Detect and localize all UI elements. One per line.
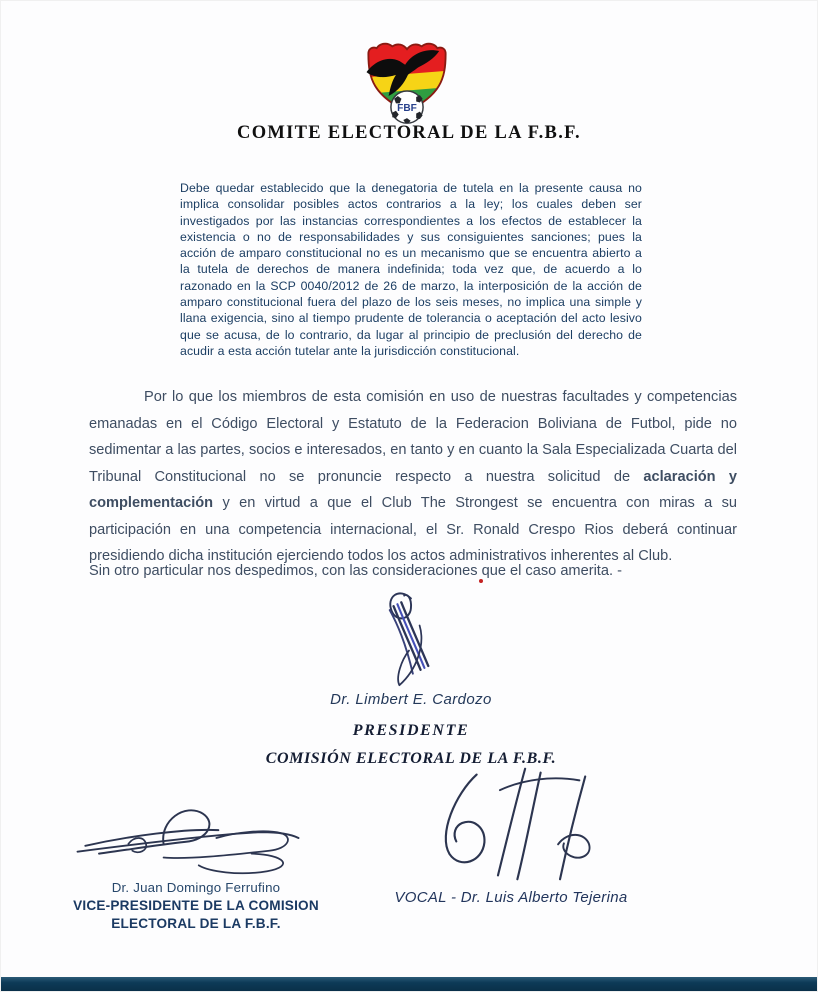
vice-president-name: Dr. Juan Domingo Ferrufino xyxy=(111,880,281,895)
vice-president-role-line1: VICE-PRESIDENTE DE LA COMISION xyxy=(73,898,319,913)
president-commission: COMISIÓN ELECTORAL DE LA F.B.F. xyxy=(265,750,557,767)
fbf-crest-icon xyxy=(361,39,453,131)
vocal-signature xyxy=(413,761,645,892)
vocal-name: VOCAL - Dr. Luis Alberto Tejerina xyxy=(394,889,628,906)
fbf-crest-logo xyxy=(361,39,453,131)
legal-quote-paragraph: Debe quedar establecido que la denegatoria de tutela en la presente causa no implica consolidar posibles actos contrarios a la ley; los cuales deben ser investigados por las instancias correspondientes a los efectos de establecer la existencia o no de responsabilidades y sus consiguientes sanciones; pues la acción de amparo constitucional no es un mecanismo que se encuentra abierto a la tutela de derechos de manera indefinida; toda vez que, de acuerdo a lo razonado en la SCP 0040/2012 de 26 de marzo, la interposición de la acción de amparo constitucional fuera del plazo de los seis meses, no implica una simple y llana exigencia, sino al tiempo prudente de tolerancia o aceptación del acto lesivo que se acusa, de lo contrario, da lugar al principio de preclusión del derecho de acudir a esta acción tutelar ante la jurisdicción constitucional. xyxy=(180,181,642,358)
body-paragraph xyxy=(89,384,737,570)
vice-president-signature xyxy=(67,793,311,886)
body-text-after: y en virtud a que el Club The Strongest se encuentra con miras a su participación en una competencia internacional, el Sr. Ronald Crespo Rios deberá continuar presidiendo dicha institución ejerciendo todos los actos administrativos inherentes al Club. xyxy=(89,495,737,564)
page-title: COMITE ELECTORAL DE LA F.B.F. xyxy=(237,123,581,143)
footer-accent-bar xyxy=(1,977,817,991)
body-text-bold: aclaración y complementación xyxy=(89,468,737,511)
president-name: Dr. Limbert E. Cardozo xyxy=(330,691,492,708)
vice-president-role-line2: ELECTORAL DE LA F.B.F. xyxy=(111,916,281,931)
body-text-before: Por lo que los miembros de esta comisión en uso de nuestras facultades y competencias emanadas en el Código Electoral y Estatuto de la Federacion Boliviana de Futbol, pide no sedimentar a las partes, socios e interesados, en tanto y en cuanto la Sala Especializada Cuarta del Tribunal Constitucional no se pronuncie respecto a nuestra solicitud de xyxy=(89,389,737,485)
ball-label: FBF xyxy=(397,102,417,114)
president-role: PRESIDENTE xyxy=(352,722,470,739)
president-signature xyxy=(349,585,469,696)
closing-line: Sin otro particular nos despedimos, con las consideraciones que el caso amerita. - xyxy=(89,563,622,579)
vice-president-block xyxy=(71,880,321,931)
spellcheck-dot xyxy=(479,579,483,583)
